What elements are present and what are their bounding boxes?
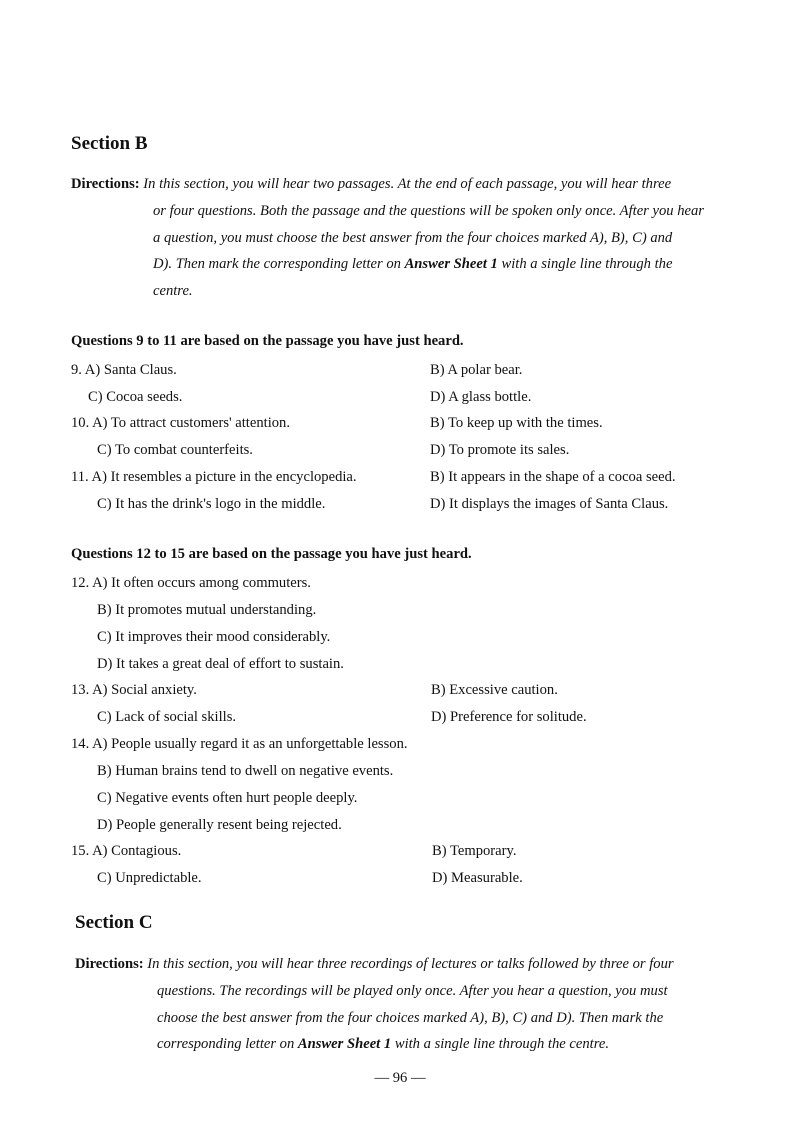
q14-option-c: C) Negative events often hurt people deeply. bbox=[97, 790, 358, 806]
q10-option-b: B) To keep up with the times. bbox=[430, 415, 603, 431]
q12-number: 12. bbox=[71, 575, 90, 591]
q11-option-c: C) It has the drink's logo in the middle. bbox=[97, 496, 326, 512]
q11-number: 11. bbox=[71, 469, 89, 485]
directions-line-5: centre. bbox=[153, 283, 193, 300]
section-b-title: Section B bbox=[71, 133, 148, 154]
section-c-directions-line-3: choose the best answer from the four choices marked A), B), C) and D). Then mark the bbox=[157, 1009, 664, 1026]
q15-option-a-text: A) Contagious. bbox=[92, 843, 182, 859]
q12-option-a-text: A) It often occurs among commuters. bbox=[92, 575, 311, 591]
directions-line-4-tail: with a single line through the bbox=[497, 256, 673, 273]
q13-option-a-text: A) Social anxiety. bbox=[92, 682, 197, 698]
directions-line-4-text: D). Then mark the corresponding letter on bbox=[153, 256, 405, 273]
section-c-directions bbox=[75, 951, 775, 1058]
question-group-heading-1: Questions 9 to 11 are based on the passage you have just heard. bbox=[71, 333, 464, 349]
section-b-directions bbox=[71, 171, 771, 305]
q13-option-c: C) Lack of social skills. bbox=[97, 709, 237, 725]
section-c-directions-line-2: questions. The recordings will be played only once. After you hear a question, you must bbox=[157, 982, 668, 999]
q12-option-c: C) It improves their mood considerably. bbox=[97, 629, 331, 645]
q14-option-d: D) People generally resent being rejected. bbox=[97, 817, 342, 833]
q12-option-b: B) It promotes mutual understanding. bbox=[97, 602, 317, 618]
directions-line-3: a question, you must choose the best answer from the four choices marked A), B), C) and bbox=[153, 229, 673, 246]
q11-option-b: B) It appears in the shape of a cocoa seed. bbox=[430, 469, 676, 485]
q9-option-a-text: A) Santa Claus. bbox=[84, 362, 177, 378]
section-c-title: Section C bbox=[75, 912, 153, 933]
q11-option-a-text: A) It resembles a picture in the encyclopedia. bbox=[91, 469, 357, 485]
q10-option-c: C) To combat counterfeits. bbox=[97, 442, 253, 458]
q14-option-a-text: A) People usually regard it as an unforgettable lesson. bbox=[92, 736, 408, 752]
q10-number: 10. bbox=[71, 415, 90, 431]
q12-option-a bbox=[71, 574, 311, 592]
q12-option-d: D) It takes a great deal of effort to sustain. bbox=[97, 656, 344, 672]
directions-line-2: or four questions. Both the passage and the questions will be spoken only once. After you hear bbox=[153, 202, 704, 219]
directions-line-4 bbox=[71, 251, 771, 278]
q10-option-a-text: A) To attract customers' attention. bbox=[92, 415, 290, 431]
directions-label: Directions: bbox=[71, 176, 140, 192]
section-c-directions-line-4-tail: with a single line through the centre. bbox=[391, 1036, 609, 1053]
q15-option-c: C) Unpredictable. bbox=[97, 870, 202, 886]
answer-sheet-ref: Answer Sheet 1 bbox=[297, 1036, 392, 1053]
answer-sheet-ref: Answer Sheet 1 bbox=[404, 256, 498, 273]
question-group-heading-2: Questions 12 to 15 are based on the passage you have just heard. bbox=[71, 546, 472, 562]
page-number: — 96 — bbox=[374, 1070, 426, 1086]
q11-option-a bbox=[71, 468, 357, 486]
directions-label: Directions: bbox=[75, 956, 144, 972]
q14-number: 14. bbox=[71, 736, 90, 752]
q9-option-a bbox=[71, 361, 177, 379]
q13-option-a bbox=[71, 681, 197, 699]
q10-option-d: D) To promote its sales. bbox=[430, 442, 570, 458]
directions-line-1: In this section, you will hear two passages. At the end of each passage, you will hear three bbox=[143, 176, 672, 192]
q14-option-b: B) Human brains tend to dwell on negative events. bbox=[97, 763, 394, 779]
q15-option-b: B) Temporary. bbox=[432, 843, 517, 859]
section-c-directions-line-1: In this section, you will hear three recordings of lectures or talks followed by three or four bbox=[147, 956, 674, 972]
q15-option-d: D) Measurable. bbox=[432, 870, 523, 886]
q15-number: 15. bbox=[71, 843, 90, 859]
section-c-directions-line-4-text: corresponding letter on bbox=[157, 1036, 298, 1053]
q9-option-c: C) Cocoa seeds. bbox=[88, 389, 183, 405]
q10-option-a bbox=[71, 414, 290, 432]
q9-option-d: D) A glass bottle. bbox=[430, 389, 532, 405]
section-c-directions-line-4 bbox=[75, 1031, 775, 1058]
q9-option-b: B) A polar bear. bbox=[430, 362, 523, 378]
q15-option-a bbox=[71, 842, 181, 860]
q11-option-d: D) It displays the images of Santa Claus. bbox=[430, 496, 669, 512]
q9-number: 9. bbox=[71, 362, 82, 378]
q13-option-b: B) Excessive caution. bbox=[431, 682, 558, 698]
q13-option-d: D) Preference for solitude. bbox=[431, 709, 587, 725]
q13-number: 13. bbox=[71, 682, 90, 698]
q14-option-a bbox=[71, 735, 408, 753]
